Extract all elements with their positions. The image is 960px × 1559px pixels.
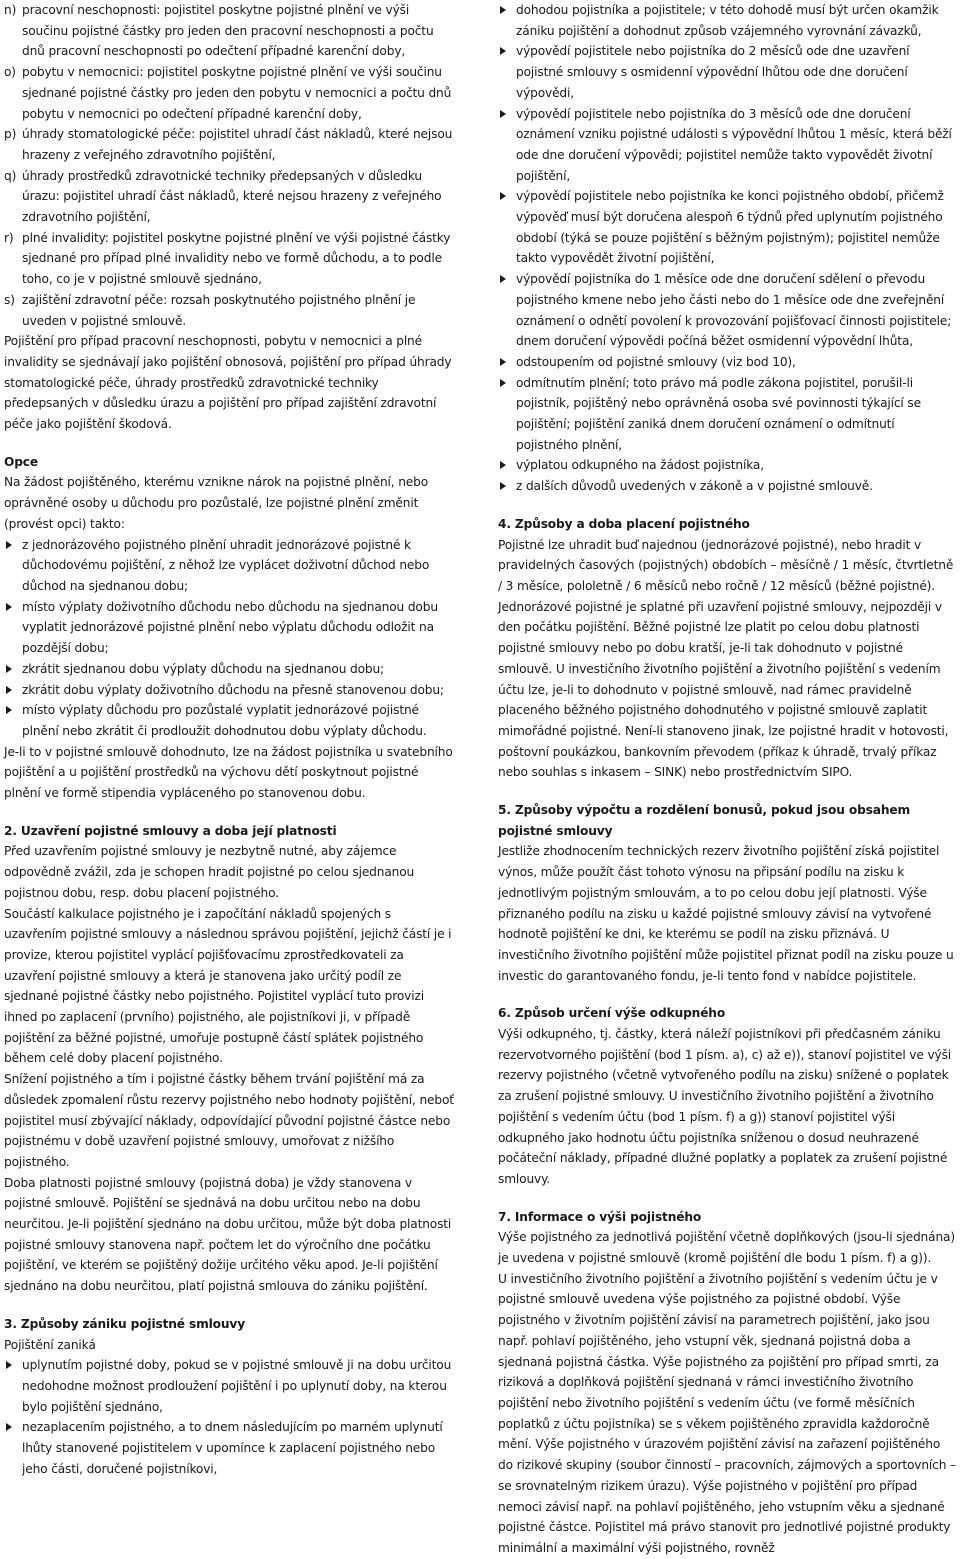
bullet-item: z dalších důvodů uvedených v zákoně a v pojistné smlouvě. <box>498 476 956 497</box>
bullet-item: výpovědí pojistitele nebo pojistníka do 2 měsíců ode dne uzavření pojistné smlouvy s osmidenní výpovědní lhůtou ode dne doručení výpovědi, <box>498 41 956 103</box>
left-column <box>4 0 456 1480</box>
spacer <box>4 435 456 452</box>
lettered-item-r <box>4 228 456 290</box>
heading-section-6: 6. Způsob určení výše odkupného <box>498 1006 726 1021</box>
item-text: zajištění zdravotní péče: rozsah poskytnutého pojistného plnění je uveden v pojistné smlouvě. <box>22 292 416 328</box>
paragraph-s2-1: Před uzavřením pojistné smlouvy je nezbytně nutné, aby zájemce odpovědně zvážil, zda je schopen hradit pojistné po celou sjednanou pojistnou dobu, resp. dobu placení pojistného. <box>4 844 415 900</box>
bullet-item: výpovědí pojistitele nebo pojistníka ke konci pojistného období, přičemž výpověď musí být doručena alespoň 6 týdnů před uplynutím pojistného období (týká se pouze pojištění s běžným pojistným); pojistitel nemůže takto vypovědět životní pojištění, <box>498 186 956 269</box>
item-text: pobytu v nemocnici: pojistitel poskytne pojistné plnění ve výši součinu sjednané pojistné částky pro jeden den pobytu v nemocnici a počtu dnů pobytu v nemocnici po odečtení případné karenční doby, <box>22 65 452 121</box>
bullet-item: nezaplacením pojistného, a to dnem následujícím po marném uplynutí lhůty stanovené pojistitelem v upomínce k zaplacení pojistného nebo jeho části, doručené pojistníkovi, <box>4 1417 456 1479</box>
spacer <box>498 986 956 1003</box>
heading-section-5: 5. Způsoby výpočtu a rozdělení bonusů, pokud jsou obsahem pojistné smlouvy <box>498 803 911 838</box>
lettered-item-q <box>4 166 456 228</box>
bullet-item: z jednorázového pojistného plnění uhradit jednorázové pojistné k důchodovému pojištění, z něhož lze vyplácet doživotní důchod nebo důchod na sjednanou dobu; <box>4 535 456 597</box>
bullet-item: odmítnutím plnění; toto právo má podle zákona pojistitel, porušil-li pojistník, pojištěný nebo oprávněná osoba své povinnosti týkající se pojištění; pojištění zaniká dnem doručení oznámení o odmítnutí pojistného plnění, <box>498 373 956 456</box>
paragraph-s5: Jestliže zhodnocením technických rezerv životního pojištění získá pojistitel výnos, může použít část tohoto výnosu na připsání podílu na zisku k jednotlivým pojistným smlouvám, a to po celou dobu její platnosti. Výše přiznaného podílu na zisku u každé pojistné smlouvy závisí na vytvořené hodnotě pojištění ke dni, ke kterému se podíl na zisku přiznává. U investičního životního pojištění může pojistitel přiznat podíl na zisku pouze u investic do garantovaného fondu, je-li tento fond v nabídce pojistitele. <box>498 844 954 983</box>
item-text: úhrady stomatologické péče: pojistitel uhradí část nákladů, které nejsou hrazeny z veřejného zdravotního pojištění, <box>22 127 453 162</box>
item-text: úhrady prostředků zdravotnické techniky předepsaných v důsledku úrazu: pojistitel uhradí část nákladů, které nejsou hrazeny z veřejného zdravotního pojištění, <box>22 168 442 225</box>
bullet-item: uplynutím pojistné doby, pokud se v pojistné smlouvě ji na dobu určitou nedohodne možnost prodloužení pojištění i po uplynutí doby, na kterou bylo pojištění sjednáno, <box>4 1355 456 1417</box>
paragraph-opce-intro: Na žádost pojištěného, kterému vznikne nárok na pojistné plnění, nebo oprávněné osoby u důchodu pro pozůstalé, lze pojistné plnění změnit (provést opci) takto: <box>4 475 429 531</box>
heading-section-3: 3. Způsoby zániku pojistné smlouvy <box>4 1316 246 1331</box>
lettered-item-n <box>4 0 456 62</box>
bullet-item: zkrátit dobu výplaty doživotního důchodu na přesně stanovenou dobu; <box>4 680 456 701</box>
item-letter: q) <box>4 168 17 183</box>
bullet-item: dohodou pojistníka a pojistitele; v této dohodě musí být určen okamžik zániku pojištění a dohodnut způsob vzájemného vyrovnání závazků, <box>498 0 956 41</box>
bullet-item: výpovědí pojistitele nebo pojistníka do 3 měsíců ode dne doručení oznámení vzniku pojistné události s výpovědní lhůtou 1 měsíc, která běží ode dne doručení výpovědi; pojistitel nemůže takto vypovědět životní pojištění, <box>498 104 956 187</box>
lettered-item-o <box>4 62 456 124</box>
item-letter: n) <box>4 3 17 17</box>
spacer <box>4 804 456 821</box>
heading-section-4: 4. Způsoby a doba placení pojistného <box>498 516 750 531</box>
bullet-item: výpovědí pojistníka do 1 měsíce ode dne doručení sdělení o převodu pojistného kmene nebo jeho části nebo do 1 měsíce ode dne zveřejnění oznámení o odnětí povolení k provozování pojišťovací činnosti pojistitele; dnem doručení výpovědi počíná běžet osmidenní výpovědní lhůta, <box>498 269 956 352</box>
paragraph-s7-2: U investičního životního pojištění a životního pojištění s vedením účtu je v pojistné smlouvě uvedena výše pojistného za pojistné období. Výše pojistného v životním pojištění závisí na parametrech pojištění, jako jsou např. pohlaví pojištěného, jeho vstupní věk, sjednaná pojistná doba a sjednaná pojistná částka. Výše pojistného za pojištění pro případ smrti, za riziková a doplňková pojištění sjednaná v rámci investičního životního pojištění nebo životního pojištění s vedením účtu (ve formě měsíčních poplatků z účtu pojistníka) se s věkem pojištěného zpravidla každoročně mění. Výše pojistného v úrazovém pojištění závisí na zařazení pojištěného do rizikové skupiny (soubor činností – pracovních, zájmových a sportovních – se srovnatelným rizikem úrazu). Výše pojistného v pojištění pro případ nemoci závisí např. na pohlaví pojištěného, jeho vstupním věku a sjednané pojistné částce. Pojistitel má právo stanovit pro jednotlivé pojistné produkty minimální a maximální výši pojistného, rovněž <box>498 1271 956 1555</box>
bullet-item: místo výplaty důchodu pro pozůstalé vyplatit jednorázové pojistné plnění nebo zkrátit či prodloužit dohodnutou dobu výplaty důchodu. <box>4 700 456 741</box>
spacer <box>4 1297 456 1314</box>
paragraph-opce-after: Je-li to v pojistné smlouvě dohodnuto, lze na žádost pojistníka u svatebního pojištění a u pojištění prostředků na výchovu dětí poskytnout pojistné plnění ve formě stipendia vypláceného po stanovenou dobu. <box>4 744 453 801</box>
heading-section-7: 7. Informace o výši pojistného <box>498 1209 702 1224</box>
paragraph-s3-intro: Pojištění zaniká <box>4 1337 96 1352</box>
bullet-item: výplatou odkupného na žádost pojistníka, <box>498 455 956 476</box>
item-text: plné invalidity: pojistitel poskytne pojistné plnění ve výši pojistné částky sjednané pro případ plné invalidity nebo ve formě důchodu, a to podle toho, co je v pojistné smlouvě sjednáno, <box>22 230 451 287</box>
heading-opce: Opce <box>4 454 38 469</box>
lettered-item-s <box>4 290 456 331</box>
item-letter: o) <box>4 65 16 80</box>
paragraph-insurance-types: Pojištění pro případ pracovní neschopnosti, pobytu v nemocnici a plné invalidity se sjednávají jako pojištění obnosová, pojištění pro případ úhrady stomatologické péče, úhrady prostředků zdravotnické techniky předepsaných v důsledku úrazu a pojištění pro případ zajištění zdravotní péče jako pojištění škodová. <box>4 334 452 432</box>
paragraph-s7-1: Výše pojistného za jednotlivá pojištění včetně doplňkových (jsou-li sjednána) je uvedena v pojistné smlouvě (kromě pojištění dle bodu 1 písm. f) a g)). <box>498 1230 955 1266</box>
item-letter: r) <box>4 230 14 245</box>
item-text: pracovní neschopnosti: pojistitel poskytne pojistné plnění ve výši součinu pojistné částky pro jeden den pracovní neschopnosti a počtu dnů pracovní neschopnosti po odečtení případné karenční doby, <box>22 3 434 59</box>
spacer <box>498 497 956 514</box>
paragraph-s4: Pojistné lze uhradit buď najednou (jednorázové pojistné), nebo hradit v pravidelných časových (pojistných) obdobích – měsíčně / 1 měsíc, čtvrtletně / 3 měsíce, pololetně / 6 měsíců nebo ročně / 12 měsíců (běžné pojistné). Jednorázové pojistné je splatné při uzavření pojistné smlouvy, nejpozději v den počátku pojištění. Běžné pojistné lze platit po celou dobu platnosti pojistné smlouvy nebo po dobu kratší, je-li tak dohodnuto v pojistné smlouvě. U investičního životního pojištění a životního pojištění s vedením účtu lze, je-li to dohodnuto v pojistné smlouvě, nad rámec pravidelně placeného běžného pojistného dohodnutého v pojistné smlouvě zaplatit mimořádné pojistné. Není-li stanoveno jinak, lze pojistné hradit v hotovosti, poštovní poukázkou, bankovním převodem (příkaz k úhradě, trvalý příkaz nebo souhlas s inkasem – SINK) nebo prostřednictvím SIPO. <box>498 537 954 780</box>
paragraph-s2-4: Doba platnosti pojistné smlouvy (pojistná doba) je vždy stanovena v pojistné smlouvě. Pojištění se sjednává na dobu určitou nebo na dobu neurčitou. Je-li pojištění sjednáno na dobu určitou, může být doba platnosti pojistné smlouvy stanovena např. počtem let do výročního dne počátku pojištění, ve kterém se pojištěný dožije určitého věku apod. Je-li pojištění sjednáno na dobu neurčitou, platí pojistná smlouva do zániku pojištění. <box>4 1175 452 1294</box>
paragraph-s2-2: Součástí kalkulace pojistného je i započítání nákladů spojených s uzavřením pojistné smlouvy a následnou správou pojištění, jejichž částí je i provize, kterou pojistitel vyplácí pojišťovacímu zprostředkovateli za uzavření pojistné smlouvy a která je stanovena jako určitý podíl ze sjednané pojistné částky nebo pojistného. Pojistitel vyplácí tuto provizi ihned po zaplacení (prvního) pojistného, ale pojistníkovi ji, v případě pojištění za běžné pojistné, umořuje postupně částí splátek pojistného během celé doby placení pojistného. <box>4 906 452 1066</box>
bullet-item: odstoupením od pojistné smlouvy (viz bod 10), <box>498 352 956 373</box>
spacer <box>498 1190 956 1207</box>
bullet-item: místo výplaty doživotního důchodu nebo důchodu na sjednanou dobu vyplatit jednorázové pojistné plnění nebo výplatu důchodu odložit na pozdější dobu; <box>4 597 456 659</box>
lettered-item-p <box>4 124 456 165</box>
item-letter: s) <box>4 292 15 307</box>
heading-section-2: 2. Uzavření pojistné smlouvy a doba její platnosti <box>4 823 337 838</box>
right-column <box>498 0 956 1559</box>
paragraph-s6: Výši odkupného, tj. částky, která náleží pojistníkovi při předčasném zániku rezervotvorného pojištění (bod 1 písm. a), c) až e)), stanoví pojistitel ve výši rezervy pojistného (včetně vytvořeného podílu na zisku) snížené o poplatek za zrušení pojistné smlouvy. U investičního životního pojištění a životního pojištění s vedením účtu (bod 1 písm. f) a g)) stanoví pojistitel výši odkupného jako hodnotu účtu pojistníka sníženou o dosud neuhrazené počáteční náklady, případné dlužné poplatky a poplatek za zrušení pojistné smlouvy. <box>498 1027 951 1186</box>
paragraph-s2-3: Snížení pojistného a tím i pojistné částky během trvání pojištění má za důsledek zpomalení růstu rezervy pojistného nebo hodnoty pojištění, neboť pojistitel musí zbývající náklady, odpovídající původní pojistné částce nebo pojistnému v době uzavření pojistné smlouvy, umořovat z nižšího pojistného. <box>4 1072 454 1169</box>
bullet-item: zkrátit sjednanou dobu výplaty důchodu na sjednanou dobu; <box>4 659 456 680</box>
spacer <box>498 783 956 800</box>
item-letter: p) <box>4 127 17 142</box>
